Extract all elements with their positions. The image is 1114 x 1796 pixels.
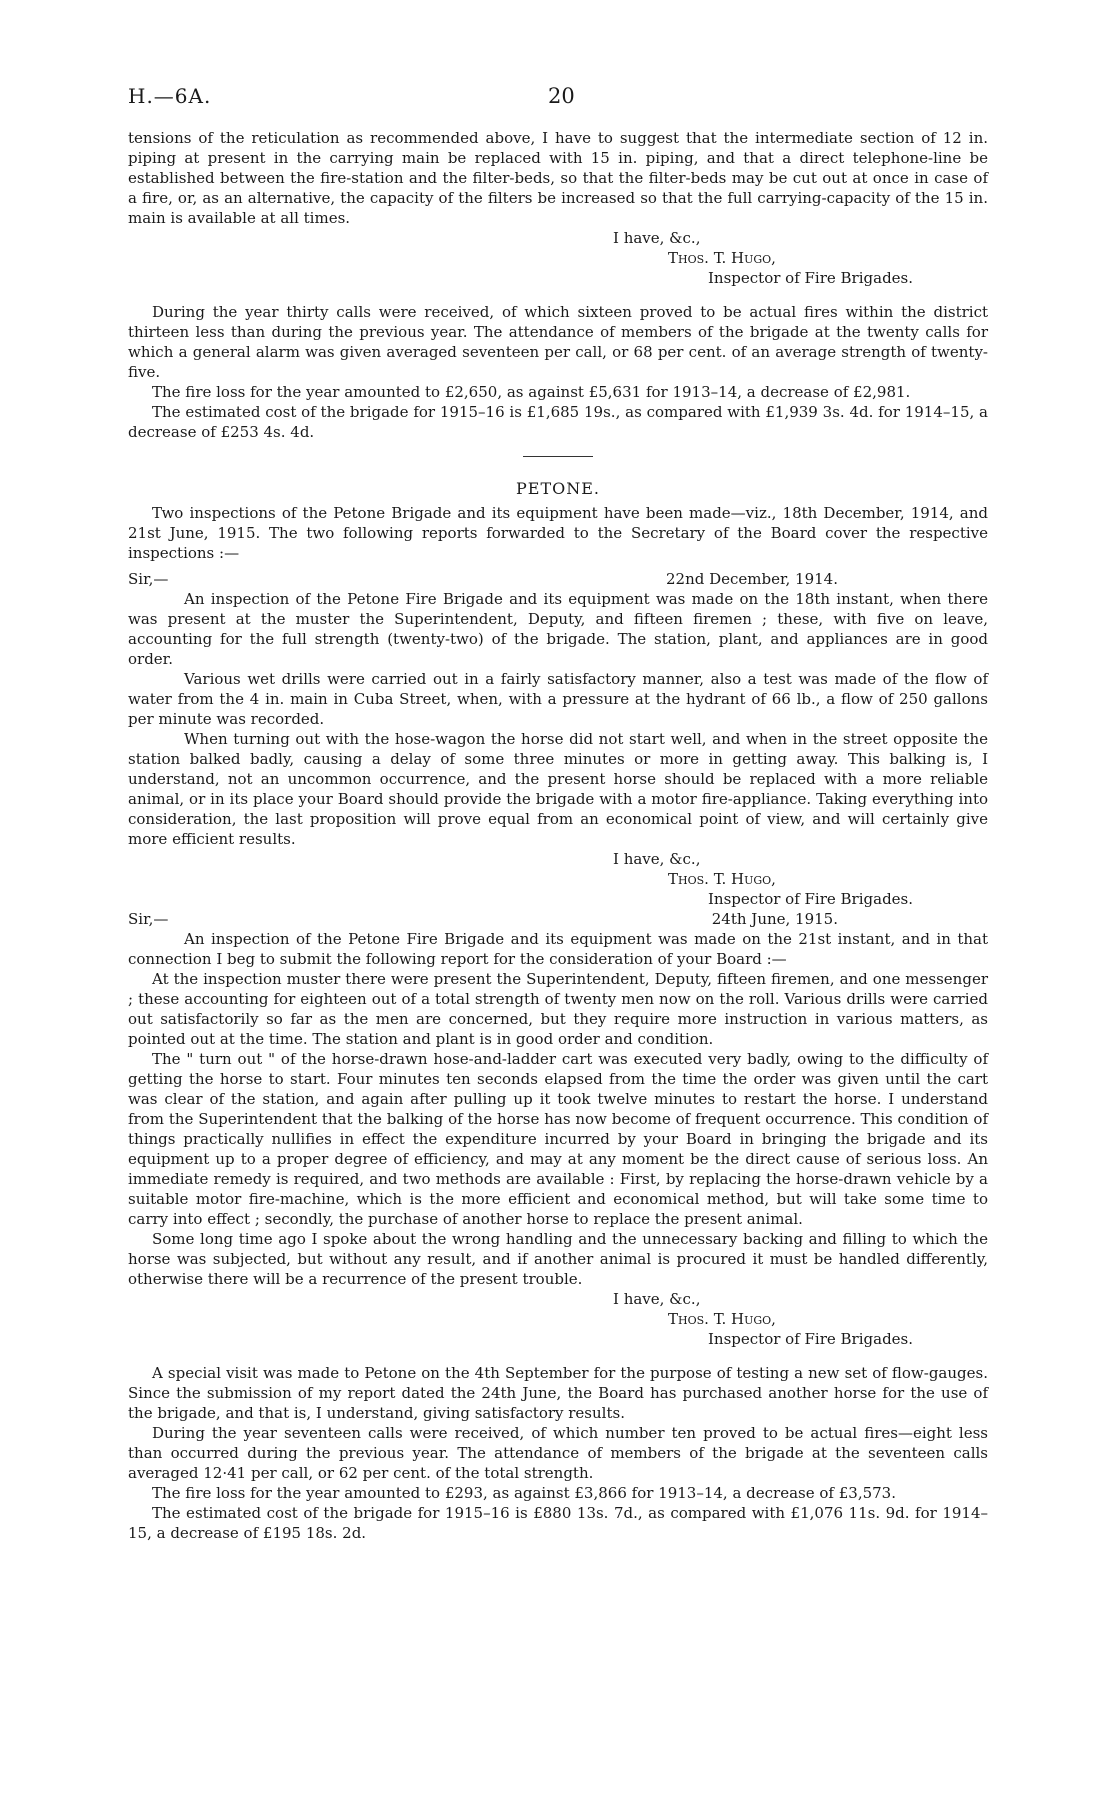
- signature-title: Inspector of Fire Brigades.: [708, 890, 914, 908]
- fire-loss-paragraph: The fire loss for the year amounted to £2,650, as against £5,631 for 1913–14, a decrease of £2,981.: [152, 383, 911, 401]
- page-number: 20: [548, 84, 575, 108]
- page-body: [128, 128, 988, 1543]
- document-reference: H.—6A.: [128, 84, 212, 108]
- signature-name: Thos. T. Hugo,: [668, 870, 776, 888]
- intro-paragraph: tensions of the reticulation as recommended above, I have to suggest that the intermediate section of 12 in. piping at present in the carrying main be replaced with 15 in. piping, and that a direct telephone-line be established between the fire-station and the filter-beds, so that the filter-beds may be cut out at once in case of a fire, or, as an alternative, the capacity of the filters be increased so that the full carrying-capacity of the 15 in. main is available at all times.: [128, 129, 988, 227]
- signature-block: [128, 849, 988, 909]
- signature-name: Thos. T. Hugo,: [668, 249, 776, 267]
- section-intro: Two inspections of the Petone Brigade and its equipment have been made—viz., 18th December, 1914, and 21st June, 1915. The two following reports forwarded to the Secretary of the Board cover the respective inspections :—: [128, 504, 988, 562]
- signature-block: [128, 228, 988, 288]
- section-title: PETONE.: [516, 479, 600, 498]
- signature-closing: I have, &c.,: [613, 850, 701, 868]
- report-paragraph: Some long time ago I spoke about the wrong handling and the unnecessary backing and filling to which the horse was subjected, but without any result, and if another animal is procured it must be handled differently, otherwise there will be a recurrence of the present trouble.: [128, 1230, 988, 1288]
- signature-title: Inspector of Fire Brigades.: [708, 1330, 914, 1348]
- closing-paragraph: The fire loss for the year amounted to £293, as against £3,866 for 1913–14, a decrease of £3,573.: [152, 1484, 896, 1502]
- report-paragraph: At the inspection muster there were present the Superintendent, Deputy, fifteen firemen, and one messenger ; these accounting for eighteen out of a total strength of twenty men now on the roll. Various drills were carried out satisfactorily so far as the men are concerned, but they require more instruction in various matters, as pointed out at the time. The station and plant is in good order and condition.: [128, 970, 988, 1048]
- summary-paragraph: During the year thirty calls were received, of which sixteen proved to be actual fires within the district thirteen less than during the previous year. The attendance of members of the brigade at the twenty calls for which a general alarm was given averaged seventeen per call, or 68 per cent. of an average strength of twenty-five.: [128, 303, 988, 381]
- report-paragraph: An inspection of the Petone Fire Brigade and its equipment was made on the 18th instant, when there was present at the muster the Superintendent, Deputy, and fifteen firemen ; these, with five on leave, accounting for the full strength (twenty-two) of the brigade. The station, plant, and appliances are in good order.: [128, 590, 988, 668]
- report-paragraph: Various wet drills were carried out in a fairly satisfactory manner, also a test was made of the flow of water from the 4 in. main in Cuba Street, when, with a pressure at the hydrant of 66 lb., a flow of 250 gallons per minute was recorded.: [128, 670, 988, 728]
- report-salutation: Sir,—: [128, 570, 169, 588]
- signature-title: Inspector of Fire Brigades.: [708, 269, 914, 287]
- report-first: [128, 569, 988, 909]
- report-second: [128, 909, 988, 1349]
- report-date: 22nd December, 1914.: [665, 570, 838, 588]
- report-paragraph: An inspection of the Petone Fire Brigade and its equipment was made on the 21st instant, and in that connection I beg to submit the following report for the consideration of your Board :—: [128, 930, 988, 968]
- estimated-cost-paragraph: The estimated cost of the brigade for 1915–16 is £1,685 19s., as compared with £1,939 3s. 4d. for 1914–15, a decrease of £253 4s. 4d.: [128, 403, 988, 441]
- page-header: [128, 84, 988, 114]
- report-dateline: [128, 909, 988, 929]
- closing-paragraph: A special visit was made to Petone on the 4th September for the purpose of testing a new set of flow-gauges. Since the submission of my report dated the 24th June, the Board has purchased another horse for the use of the brigade, and that is, I understand, giving satisfactory results.: [128, 1364, 988, 1422]
- report-dateline: [128, 569, 988, 589]
- closing-paragraph: During the year seventeen calls were received, of which number ten proved to be actual fires—eight less than occurred during the previous year. The attendance of members of the brigade at the seventeen calls averaged 12·41 per call, or 62 per cent. of the total strength.: [128, 1424, 988, 1482]
- signature-closing: I have, &c.,: [613, 1290, 701, 1308]
- report-date: 24th June, 1915.: [711, 910, 838, 928]
- report-salutation: Sir,—: [128, 910, 169, 928]
- section-divider: [523, 456, 593, 457]
- report-paragraph: The " turn out " of the horse-drawn hose-and-ladder cart was executed very badly, owing to the difficulty of getting the horse to start. Four minutes ten seconds elapsed from the time the order was given until the cart was clear of the station, and again after pulling up it took twelve minutes to restart the horse. I understand from the Superintendent that the balking of the horse has now become of frequent occurrence. This condition of things practically nullifies in effect the expenditure incurred by your Board in bringing the brigade and its equipment up to a proper degree of efficiency, and may at any moment be the direct cause of serious loss. An immediate remedy is required, and two methods are available : First, by replacing the horse-drawn vehicle by a suitable motor fire-machine, which is the more efficient and economical method, but will take some time to carry into effect ; secondly, the purchase of another horse to replace the present animal.: [128, 1050, 988, 1228]
- closing-paragraph: The estimated cost of the brigade for 1915–16 is £880 13s. 7d., as compared with £1,076 11s. 9d. for 1914–15, a decrease of £195 18s. 2d.: [128, 1504, 988, 1542]
- signature-closing: I have, &c.,: [613, 229, 701, 247]
- report-paragraph: When turning out with the hose-wagon the horse did not start well, and when in the street opposite the station balked badly, causing a delay of some three minutes or more in getting away. This balking is, I understand, not an uncommon occurrence, and the present horse should be replaced with a more reliable animal, or in its place your Board should provide the brigade with a motor fire-appliance. Taking everything into consideration, the last proposition will prove equal from an economical point of view, and will certainly give more efficient results.: [128, 730, 988, 848]
- signature-block: [128, 1289, 988, 1349]
- signature-name: Thos. T. Hugo,: [668, 1310, 776, 1328]
